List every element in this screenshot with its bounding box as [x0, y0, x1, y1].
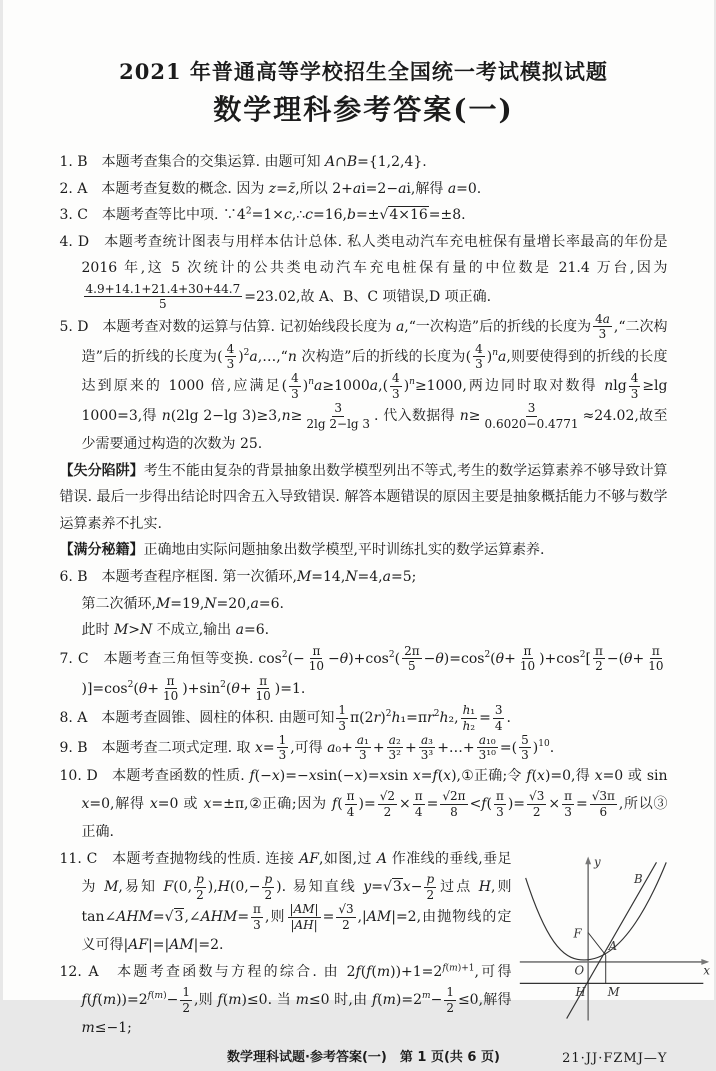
- figure-label-a: A: [607, 939, 616, 953]
- page-footer: [60, 1046, 668, 1071]
- parabola-figure-svg: [512, 852, 716, 1024]
- figure-label-h: H: [574, 985, 586, 999]
- note-block: 【失分陷阱】考生不能由复杂的背景抽象出数学模型列出不等式,考生的数学运算素养不够导致计算错误. 最后一步得出结论时四舍五入导致错误. 解答本题错误的原因主要是抽象概括能力不够与数学运算素养不扎实.: [60, 458, 668, 538]
- figure-label-b: B: [633, 872, 643, 886]
- parabola-figure: [512, 846, 716, 1024]
- footer-center-text: 数学理科试题·参考答案(一) 第 1 页(共 6 页): [227, 1050, 500, 1065]
- answer-item: 5. D 本题考查对数的运算与估算. 记初始线段长度为 a,“一次构造”后的折线的长度为 $\frac{4a}{3}$ ,“二次构造”后的折线的长度为( $\frac{4}{3}$ )$^2$a,…,“n 次构造”后的折线的长度为( $\frac{4}{3}$ )$^n$a,则要使得到的折线的长度达到原来的 1000 倍,应满足( $\frac{4}{3}$ )$^n$a≥1000a,( $\frac{4}{3}$ )$^n$≥1000,两边同时取对数得 nlg $\frac{4}{3}$ ≥lg 1000=3,得 n(2lg 2−lg 3)≥3,n≥ $\frac{3}{2\lg 2-\lg 3}$ . 代入数据得 n≥ $\frac{3}{0.6020-0.4771}$ ≈24.02,故至少需要通过构造的次数为 25.: [60, 312, 668, 458]
- answer-item: 7. C 本题考查三角恒等变换. $\cos^2(-$ $\frac{\pi}{10}$ $-\theta)+\cos^2$( $\frac{2\pi}{5}$ $-\theta)=\cos^2(\theta+$ $\frac{\pi}{10}$ )$+\cos^2$[ $\frac{\pi}{2}$ −(θ+ $\frac{\pi}{10}$ )]$=\cos^2(\theta+$ $\frac{\pi}{10}$ )$+\sin^2(\theta+$ $\frac{\pi}{10}$ )=1.: [60, 644, 668, 704]
- segment-fa: [588, 932, 606, 954]
- answers-bottom: [60, 846, 668, 1042]
- exam-title: 2021 年普通高等学校招生全国统一考试模拟试题: [60, 58, 668, 85]
- figure-label-f: F: [572, 926, 582, 940]
- parabola-curve: [525, 862, 666, 960]
- figure-label-y: y: [593, 855, 601, 869]
- answer-item: 1. B 本题考查集合的交集运算. 由题可知 A∩B={1,2,4}.: [60, 149, 668, 176]
- answer-item: 3. C 本题考查等比中项. $\because 4^2=1\times c,\therefore c=16,b=\pm√4\times 16=\pm 8$.: [60, 202, 668, 229]
- answer-item: 10. D 本题考查函数的性质. f(−x)=−xsin(−x)=xsin x=f(x),①正确;令 f(x)=0,得 x=0 或 sin x=0,解得 x=0 或 x=±π,②正确;因为 f( $\frac{\pi}{4}$ )= $\frac{√2}{2}$ × $\frac{\pi}{4}$ = $\frac{√2\pi}{8}$ <f( $\frac{\pi}{3}$ )= $\frac{√3}{2}$ × $\frac{\pi}{3}$ = $\frac{√3\pi}{6}$ ,所以③正确.: [60, 763, 668, 846]
- answers-main: [60, 149, 668, 846]
- answer-item: 此时 M>N 不成立,输出 a=6.: [60, 617, 668, 644]
- answer-item: 2. A 本题考查复数的概念. 因为 z=z̄,所以 2+ai=2−ai,解得 a=0.: [60, 176, 668, 203]
- answer-item: 4. D 本题考查统计图表与用样本估计总体. 私人类电动汽车充电桩保有量增长率最高的年份是 2016 年,这 5 次统计的公共类电动汽车充电桩保有量的中位数是 21.4 万台,因为 $\frac{4.9+14.1+21.4+30+44.7}{5}$ =23.02,故 A、B、C 项错误,D 项正确.: [60, 229, 668, 312]
- figure-label-m: M: [606, 985, 620, 999]
- note-block: 【满分秘籍】正确地由实际问题抽象出数学模型,平时训练扎实的数学运算素养.: [60, 537, 668, 564]
- figure-label-x: x: [703, 963, 710, 977]
- answer-key-title: 数学理科参考答案(一): [60, 91, 668, 129]
- answers-bottom-left: [60, 846, 512, 1042]
- footer-paper-code: 21·JJ·FZMJ—Y: [562, 1047, 667, 1071]
- answer-item: 11. C 本题考查抛物线的性质. 连接 AF,如图,过 A 作准线的垂线,垂足为 M,易知 F(0, $\frac{p}{2}$ ),H(0,− $\frac{p}{2}$ ). 易知直线 y=√3x− $\frac{p}{2}$ 过点 H,则 tan∠AHM=√3,∠AHM= $\frac{\pi}{3}$ ,则 $\frac{|AM|}{|AH|}$ = $\frac{√3}{2}$ ,|AM|=2,由抛物线的定义可得|AF|=|AM|=2.: [60, 846, 512, 959]
- answer-item: 8. A 本题考查圆锥、圆柱的体积. 由题可知 $\frac{1}{3}$ $\pi(2r)^2h_1=\pi r^2h_2$, $\frac{\text{h₁}}{\text{h₂}}$ = $\frac{3}{4}$ .: [60, 703, 668, 733]
- y-axis-arrow: [585, 856, 591, 864]
- answer-sheet-page: [3, 0, 714, 1000]
- answer-item: 9. B 本题考查二项式定理. 取 x= $\frac{1}{3}$ ,可得 a₀+ $\frac{\text{a₁}}{3}$ + $\frac{\text{a₂}}{\text{3²}}$ + $\frac{\text{a₃}}{\text{3³}}$ +…+ $\frac{\text{a₁₀}}{\text{3¹⁰}}$ =( $\frac{5}{3}$ )$^{10}$.: [60, 733, 668, 763]
- figure-label-o: O: [574, 963, 584, 977]
- answer-item: 6. B 本题考查程序框图. 第一次循环,M=14,N=4,a=5;: [60, 564, 668, 591]
- answer-item: 第二次循环,M=19,N=20,a=6.: [60, 591, 668, 618]
- answer-item: 12. A 本题考查函数与方程的综合. 由 $2f(f(m))+1=2^{f(m)+1}$,可得 $f(f(m))=2^{f(m)}-$ $\frac{1}{2}$ ,则 f(m)≤0. 当 m≤0 时,由 $f(m)=2^m-$ $\frac{1}{2}$ ≤0,解得 m≤−1;: [60, 959, 512, 1042]
